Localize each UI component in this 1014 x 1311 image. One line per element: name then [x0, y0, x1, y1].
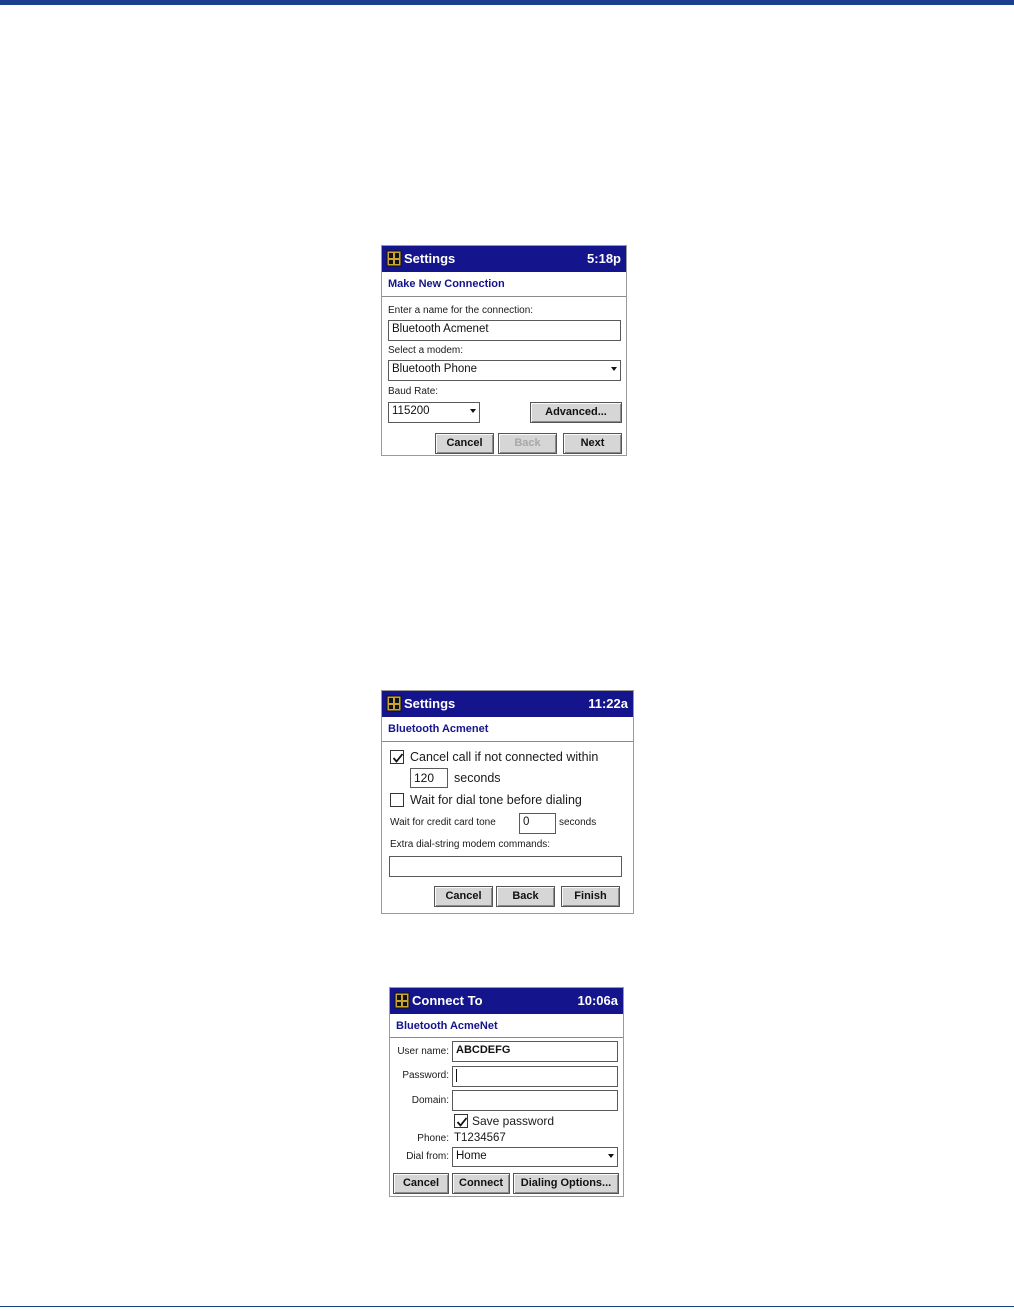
finish-button[interactable]: Finish: [561, 886, 620, 907]
save-password-checkbox[interactable]: [454, 1114, 468, 1128]
modem-value: Bluetooth Phone: [392, 363, 478, 375]
seconds-label: seconds: [454, 771, 501, 785]
back-button[interactable]: Back: [498, 433, 557, 454]
connect-to-screen: [389, 987, 624, 1197]
window-title: Connect To: [412, 993, 483, 1008]
advanced-button[interactable]: Advanced...: [530, 402, 622, 423]
dial-settings-screen: [381, 690, 634, 914]
modem-label: Select a modem:: [388, 345, 464, 356]
dial-from-select[interactable]: [452, 1147, 618, 1167]
windows-flag-icon[interactable]: [386, 695, 402, 712]
phone-label: Phone:: [417, 1133, 449, 1144]
page-subtitle: Bluetooth Acmenet: [388, 723, 489, 735]
back-button[interactable]: Back: [496, 886, 555, 907]
dial-tone-label: Wait for dial tone before dialing: [410, 793, 582, 807]
title-bar: [390, 988, 623, 1014]
divider: [390, 1037, 623, 1038]
dial-from-value: Home: [456, 1150, 487, 1162]
dropdown-arrow-icon: [611, 367, 617, 371]
title-bar: [382, 691, 633, 717]
page-top-bar: [0, 0, 1014, 5]
cancel-call-checkbox[interactable]: [390, 750, 404, 764]
windows-flag-icon[interactable]: [386, 250, 402, 267]
username-input[interactable]: [452, 1041, 618, 1062]
domain-label: Domain:: [411, 1095, 449, 1106]
modem-select[interactable]: [388, 360, 621, 381]
divider: [382, 741, 633, 742]
credit-seconds-label: seconds: [559, 817, 597, 828]
windows-flag-icon[interactable]: [394, 992, 410, 1009]
connect-button[interactable]: Connect: [452, 1173, 510, 1194]
extra-commands-input[interactable]: [389, 856, 622, 877]
divider: [382, 296, 626, 297]
baud-rate-label: Baud Rate:: [388, 386, 439, 397]
username-value: ABCDEFG: [456, 1044, 511, 1056]
password-label: Password:: [402, 1070, 449, 1081]
dropdown-arrow-icon: [608, 1154, 614, 1158]
checkmark-icon: [455, 1115, 469, 1129]
baud-rate-value: 115200: [392, 405, 430, 417]
credit-card-tone-value: 0: [523, 816, 530, 828]
credit-card-tone-input[interactable]: [519, 813, 556, 834]
connection-name-value: Bluetooth Acmenet: [392, 323, 489, 335]
timeout-input[interactable]: [410, 768, 448, 788]
connection-name-label: Enter a name for the connection:: [388, 305, 534, 316]
clock[interactable]: 10:06a: [577, 993, 618, 1008]
page-subtitle: Bluetooth AcmeNet: [396, 1020, 498, 1032]
save-password-label: Save password: [472, 1114, 555, 1128]
window-title: Settings: [404, 696, 456, 711]
title-bar: [382, 246, 626, 272]
clock[interactable]: 11:22a: [588, 696, 628, 711]
clock[interactable]: 5:18p: [587, 251, 621, 266]
dropdown-arrow-icon: [470, 409, 476, 413]
cancel-button[interactable]: Cancel: [435, 433, 494, 454]
page-subtitle: Make New Connection: [388, 278, 505, 290]
text-cursor: [456, 1069, 457, 1082]
window-title: Settings: [404, 251, 456, 266]
next-button[interactable]: Next: [563, 433, 622, 454]
dialing-options-button[interactable]: Dialing Options...: [513, 1173, 619, 1194]
baud-rate-select[interactable]: [388, 402, 480, 423]
dial-tone-checkbox[interactable]: [390, 793, 404, 807]
cancel-button[interactable]: Cancel: [393, 1173, 449, 1194]
checkmark-icon: [391, 751, 405, 765]
connection-name-input[interactable]: [388, 320, 621, 341]
extra-commands-label: Extra dial-string modem commands:: [390, 839, 551, 850]
make-new-connection-screen: [381, 245, 627, 456]
timeout-value: 120: [414, 771, 435, 785]
cancel-call-label: Cancel call if not connected within: [410, 750, 599, 764]
page-bottom-rule: [0, 1306, 1014, 1307]
password-input[interactable]: [452, 1066, 618, 1087]
username-label: User name:: [397, 1046, 449, 1057]
domain-input[interactable]: [452, 1090, 618, 1111]
cancel-button[interactable]: Cancel: [434, 886, 493, 907]
dial-from-label: Dial from:: [406, 1151, 449, 1162]
phone-value: T1234567: [454, 1132, 506, 1144]
credit-card-tone-label: Wait for credit card tone: [390, 817, 496, 828]
